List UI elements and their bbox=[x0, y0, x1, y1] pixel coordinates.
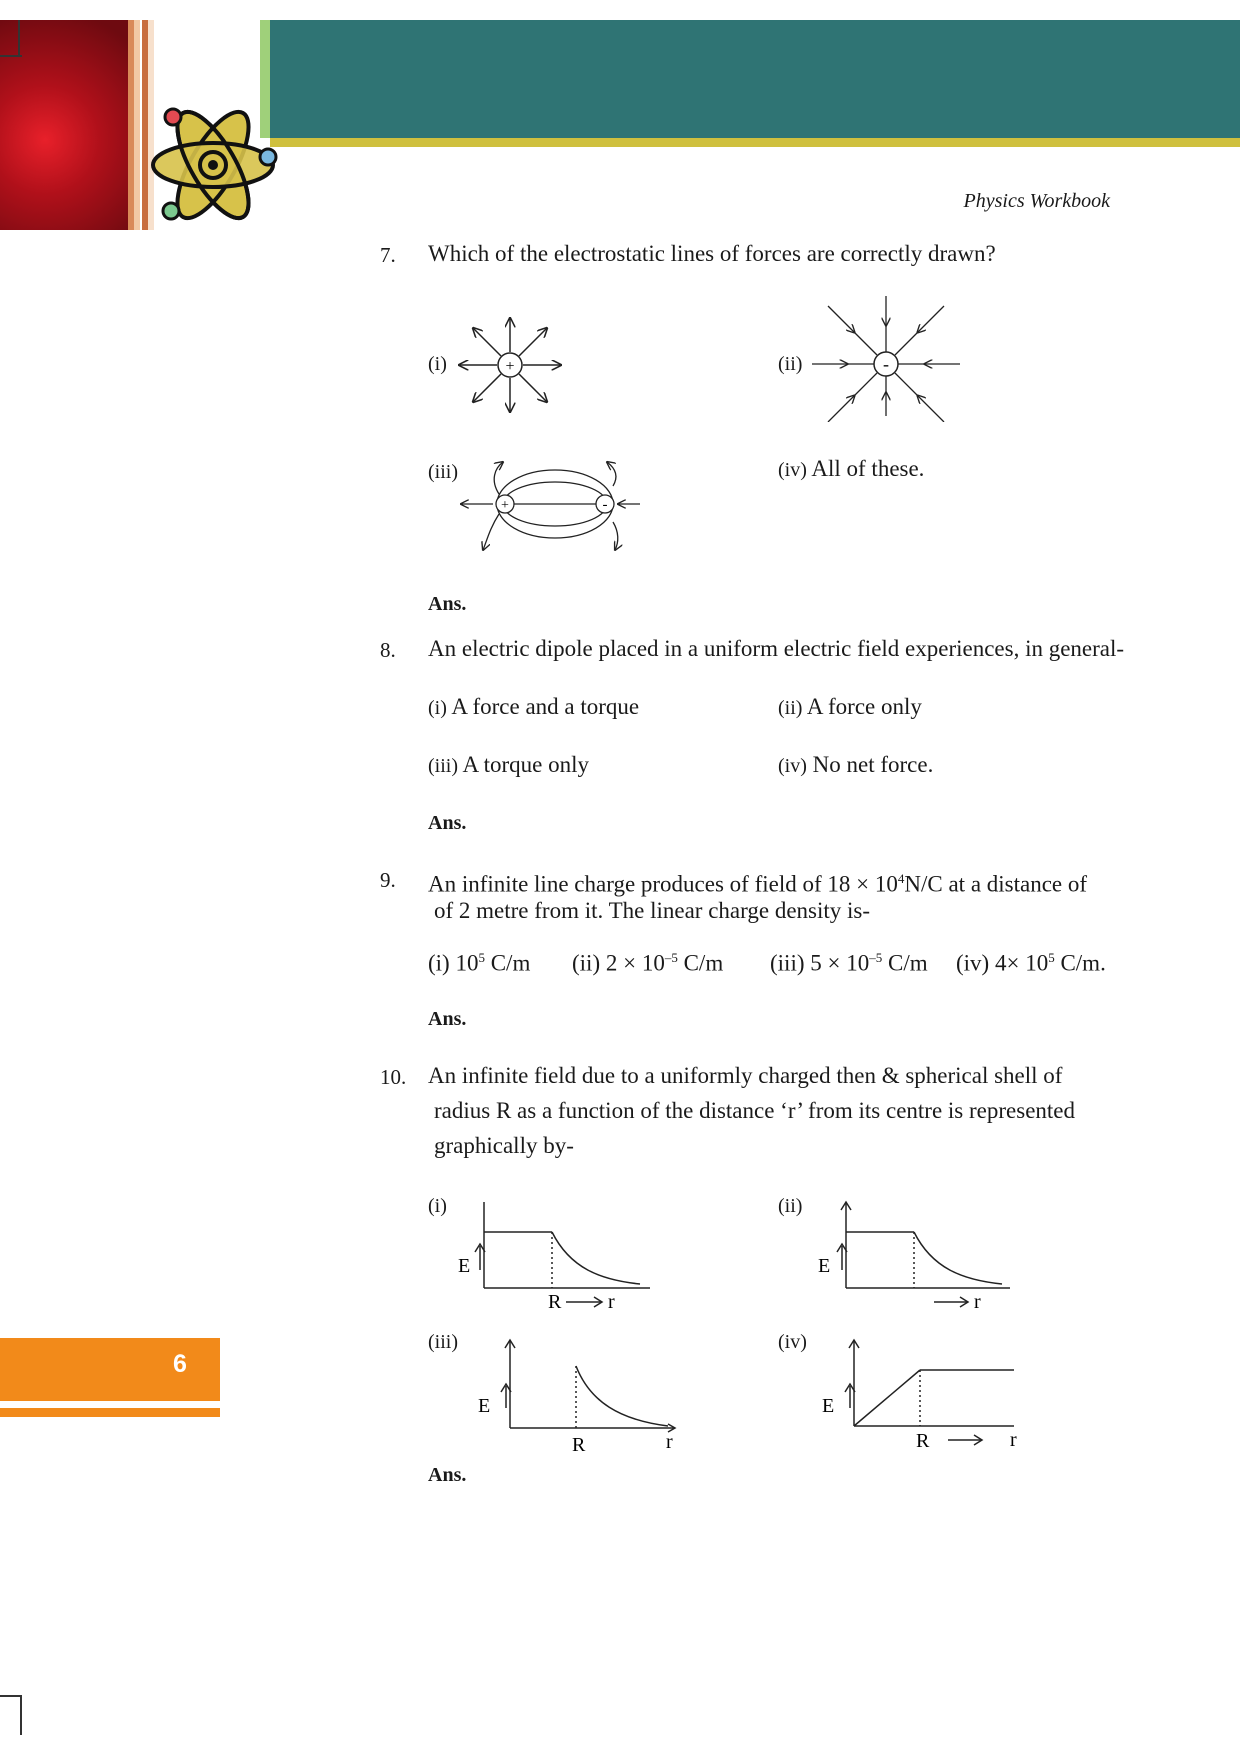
graph-label: (iii) bbox=[428, 1331, 458, 1353]
crop-mark bbox=[0, 1695, 22, 1697]
negative-charge: - bbox=[883, 354, 889, 374]
option: (iii) $5 \times 10^{-5}$ C/m bbox=[770, 950, 928, 976]
y-axis-label: E bbox=[478, 1395, 491, 1417]
question-text: Which of the electrostatic lines of forces are correctly drawn? bbox=[428, 241, 996, 266]
atom-icon bbox=[145, 100, 285, 230]
answer-label: Ans. bbox=[428, 1464, 467, 1486]
crop-mark bbox=[20, 1695, 22, 1735]
x-axis-label: r bbox=[666, 1431, 673, 1453]
option-label: (iii) bbox=[428, 461, 458, 483]
graph-label: (i) bbox=[428, 1195, 447, 1217]
question-text: radius R as a function of the distance ‘r’ from its centre is represented bbox=[434, 1098, 1076, 1123]
x-axis-label: r bbox=[608, 1291, 615, 1313]
answer-label: Ans. bbox=[428, 812, 467, 834]
question-text: of 2 metre from it. The linear charge density is- bbox=[434, 898, 871, 923]
option-label: (ii) bbox=[778, 353, 803, 375]
question-text: An electric dipole placed in a uniform electric field experiences, in general- bbox=[428, 636, 1125, 661]
option-label: (i) bbox=[428, 353, 447, 375]
question-number: 7. bbox=[380, 243, 396, 267]
negative-charge: - bbox=[602, 497, 608, 513]
radius-marker: R bbox=[572, 1434, 586, 1456]
negative-field-diagram bbox=[808, 292, 968, 422]
positive-field-diagram bbox=[455, 310, 565, 420]
header-stripe bbox=[270, 138, 1240, 147]
x-axis-label: r bbox=[1010, 1429, 1017, 1451]
running-title: Physics Workbook bbox=[963, 190, 1110, 212]
question-number: 10. bbox=[380, 1065, 407, 1089]
option: (iv) $4\times 10^5$ C/m. bbox=[956, 950, 1106, 976]
graph-ii bbox=[810, 1198, 1030, 1318]
page-number: 6 bbox=[173, 1350, 187, 1378]
question-text: An infinite field due to a uniformly charged then & spherical shell of bbox=[428, 1063, 1063, 1088]
positive-charge: + bbox=[501, 498, 509, 513]
x-axis-label: r bbox=[974, 1291, 981, 1313]
graph-iv bbox=[814, 1336, 1034, 1456]
radius-marker: R bbox=[916, 1430, 930, 1452]
graph-label: (iv) bbox=[778, 1331, 807, 1353]
answer-label: Ans. bbox=[428, 1008, 467, 1030]
option-all-of-these: (iv) All of these. bbox=[778, 456, 925, 481]
question-text: graphically by- bbox=[434, 1133, 574, 1158]
option: (iii) A torque only bbox=[428, 752, 589, 777]
option: (i) $10^5$ C/m bbox=[428, 950, 531, 976]
question-text: An infinite line charge produces of field of $18 \times 10^4N/C$ at a distance of bbox=[428, 871, 1088, 897]
positive-charge: + bbox=[505, 358, 515, 375]
graph-i bbox=[450, 1198, 670, 1318]
answer-label: Ans. bbox=[428, 593, 467, 615]
page-number-tab-line bbox=[0, 1408, 220, 1417]
question-number: 8. bbox=[380, 638, 396, 662]
y-axis-label: E bbox=[458, 1255, 471, 1277]
option: (i) A force and a torque bbox=[428, 694, 640, 719]
graph-label: (ii) bbox=[778, 1195, 803, 1217]
crop-mark bbox=[18, 20, 20, 55]
y-axis-label: E bbox=[822, 1395, 835, 1417]
option: (iv) No net force. bbox=[778, 752, 934, 777]
y-axis-label: E bbox=[818, 1255, 831, 1277]
dipole-field-diagram bbox=[455, 450, 655, 560]
radius-marker: R bbox=[548, 1291, 562, 1313]
question-number: 9. bbox=[380, 868, 396, 892]
option: (ii) A force only bbox=[778, 694, 922, 719]
crop-mark bbox=[0, 55, 22, 57]
graph-iii bbox=[470, 1336, 690, 1456]
header-band bbox=[270, 20, 1240, 138]
option: (ii) $2 \times 10^{-5}$ C/m bbox=[572, 950, 724, 976]
